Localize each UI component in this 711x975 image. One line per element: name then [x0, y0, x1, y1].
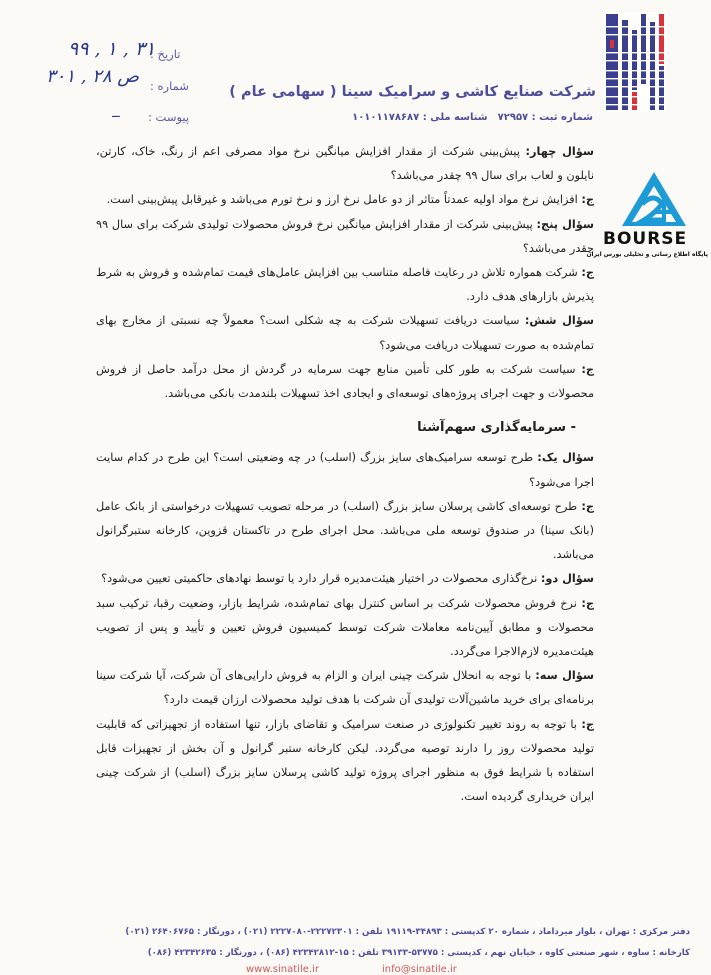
question-label: سؤال سه: — [535, 669, 594, 683]
paragraph — [96, 495, 594, 568]
paragraph — [96, 664, 594, 712]
answer-label: ج: — [581, 193, 594, 207]
paragraph-text: با توجه به روند تغییر تکنولوژی در صنعت سرامیک و تقاضای بازار، تنها استفاده از تجهیزاتی که قابلیت تولید محصولات روز را دارند توصیه می‌گردد. لیکن کارخانه ستبر گرانول و آن بخش از تجهیزات قابل استفاده با شرایط فوق به منظور اجرای پروژه تولید کاشی پرسلان سایز بزرگ (اسلب) از شرکت چینی ایران خریداری گردیده است. — [96, 717, 594, 804]
paragraph-text: پیش‌بینی شرکت از مقدار افزایش میانگین نرخ فروش محصولات تولیدی شرکت برای سال ۹۹ چقدر می‌باشد؟ — [96, 217, 594, 255]
paragraph — [96, 188, 594, 212]
paragraph-text: نرخ‌گذاری محصولات در اختیار هیئت‌مدیره قرار دارد یا توسط نهادهای حاکمیتی تعیین می‌شود؟ — [101, 572, 541, 586]
attachment-label: پیوست : — [148, 110, 190, 124]
paragraph — [96, 567, 594, 591]
paragraph-text: سیاست شرکت به طور کلی تأمین منابع جهت سرمایه در گردش از محل درآمد حاصل از فروش محصولات و جهت اجرای پروژه‌های توسعه‌ای و ایجادی اخذ تسهیلات بلندمدت بانکی می‌باشد. — [96, 362, 594, 401]
paragraph — [96, 446, 594, 494]
paragraph — [96, 592, 594, 665]
section-title: - سرمایه‌گذاری سهم‌آشنا — [417, 420, 576, 436]
paragraph — [96, 213, 594, 261]
email-link[interactable]: info@sinatile.ir — [382, 964, 457, 975]
paragraph — [96, 309, 594, 357]
date-label: تاریخ : — [150, 47, 181, 61]
number-label: شماره : — [150, 79, 189, 93]
letter-body — [96, 140, 594, 809]
answer-label: ج: — [581, 266, 594, 280]
company-name: شرکت صنایع کاشی و سرامیک سینا ( سهامی عام ) — [229, 84, 596, 100]
website-link[interactable]: www.sinatile.ir — [246, 964, 319, 975]
paragraph-text: پیش‌بینی شرکت از مقدار افزایش میانگین نرخ مواد مصرفی اعم از رنگ، خاک، کارتن، نایلون و لعاب برای سال ۹۹ چقدر می‌باشد؟ — [96, 145, 594, 183]
company-logo-icon — [604, 12, 666, 112]
question-label: سؤال چهار: — [525, 145, 594, 158]
paragraph-text: نرخ فروش محصولات شرکت بر اساس کنترل بهای تمام‌شده، شرایط بازار، وضعیت رقبا، ترکیب سبد محصولات و مطابق آیین‌نامه معاملات شرکت توسط کمیسیون فروش تعیین و تأیید و پس از تصویب هیئت‌مدیره لازم‌الاجرا می‌گردد. — [96, 596, 594, 659]
paragraph-text: با توجه به انحلال شرکت چینی ایران و الزام به فروش دارایی‌های آن شرکت، آیا شرکت سینا برنامه‌ای برای خرید ماشین‌آلات تولیدی آن شرکت با هدف تولید محصولات ارزان قیمت دارد؟ — [96, 669, 594, 707]
number-value: ۳۰۱ , ۲۸ ص — [46, 66, 139, 87]
registration-line — [352, 112, 593, 123]
office-address: دفتر مرکزی : تهران ، بلوار میرداماد ، شماره ۲۰ کدپستی : ۳۴۸۹۳-۱۹۱۱۹ تلفن : ۲۲۲۷۲۳۰۱-۲۲۲۷۰۸۰ (۰۲۱) ، دورنگار : ۲۶۴۰۶۷۶۵ (۰۲۱) — [125, 927, 690, 937]
registration-number: شماره ثبت : ۷۲۹۵۷ — [497, 112, 593, 123]
paragraph — [96, 261, 594, 309]
bourse-brand: BOURSE — [603, 229, 688, 249]
paragraph-text: طرح توسعه سرامیک‌های سایز بزرگ (اسلب) در چه وضعیتی است؟ این طرح در کدام سایت اجرا می‌شود؟ — [96, 451, 594, 489]
paragraph — [96, 140, 594, 188]
paragraph-text: افزایش نرخ مواد اولیه عمدتاً متاثر از دو عامل نرخ ارز و نرخ تورم می‌باشد و غیرقابل پیش‌بینی است. — [106, 193, 582, 207]
national-id: شناسه ملی : ۱۰۱۰۱۱۷۸۶۸۷ — [352, 112, 488, 123]
paragraph-text: شرکت همواره تلاش در رعایت فاصله متناسب بین افزایش عامل‌های قیمت تمام‌شده و فروش به شرط پذیرش بازارهای هدف دارد. — [96, 266, 594, 304]
question-label: سؤال دو: — [540, 572, 594, 586]
answer-label: ج: — [581, 499, 594, 513]
paragraph — [96, 358, 594, 406]
question-label: سؤال یک: — [537, 451, 594, 465]
letter-footer — [40, 922, 690, 964]
question-label: سؤال پنج: — [536, 217, 594, 231]
date-value: ۹۹ , ۱ , ۳۱ — [68, 38, 156, 60]
question-label: سؤال شش: — [524, 314, 594, 328]
attachment-value: ــ — [112, 106, 120, 121]
bourse-tagline: پایگاه اطلاع رسانی و تحلیلی بورس ایران — [586, 251, 708, 258]
answer-label: ج: — [581, 362, 594, 376]
paragraph — [96, 713, 594, 810]
factory-address: کارخانه : ساوه ، شهر صنعتی کاوه ، خیابان نهم ، کدپستی : ۵۳۷۷۵-۳۹۱۳۳ تلفن : ۱۵-۴۲۳۴۲۸۱۲ (۰۸۶) ، دورنگار : ۴۲۳۴۲۶۳۵ (۰۸۶) — [147, 948, 690, 958]
paragraph-text: سیاست دریافت تسهیلات شرکت به چه شکلی است؟ معمولاً چه نسبتی از مخارج بهای تمام‌شده به صورت تسهیلات دریافت می‌شود؟ — [96, 314, 594, 352]
answer-label: ج: — [581, 717, 594, 731]
paragraph-text: طرح توسعه‌ای کاشی پرسلان سایز بزرگ (اسلب) در مرحله تصویب تسهیلات درخواستی از بانک عامل (بانک سینا) در صندوق توسعه ملی می‌باشد. محل اجرای طرح در تاکستان قزوین، کارخانه ستبرگرانول می‌باشد. — [96, 499, 594, 562]
answer-label: ج: — [581, 596, 594, 610]
